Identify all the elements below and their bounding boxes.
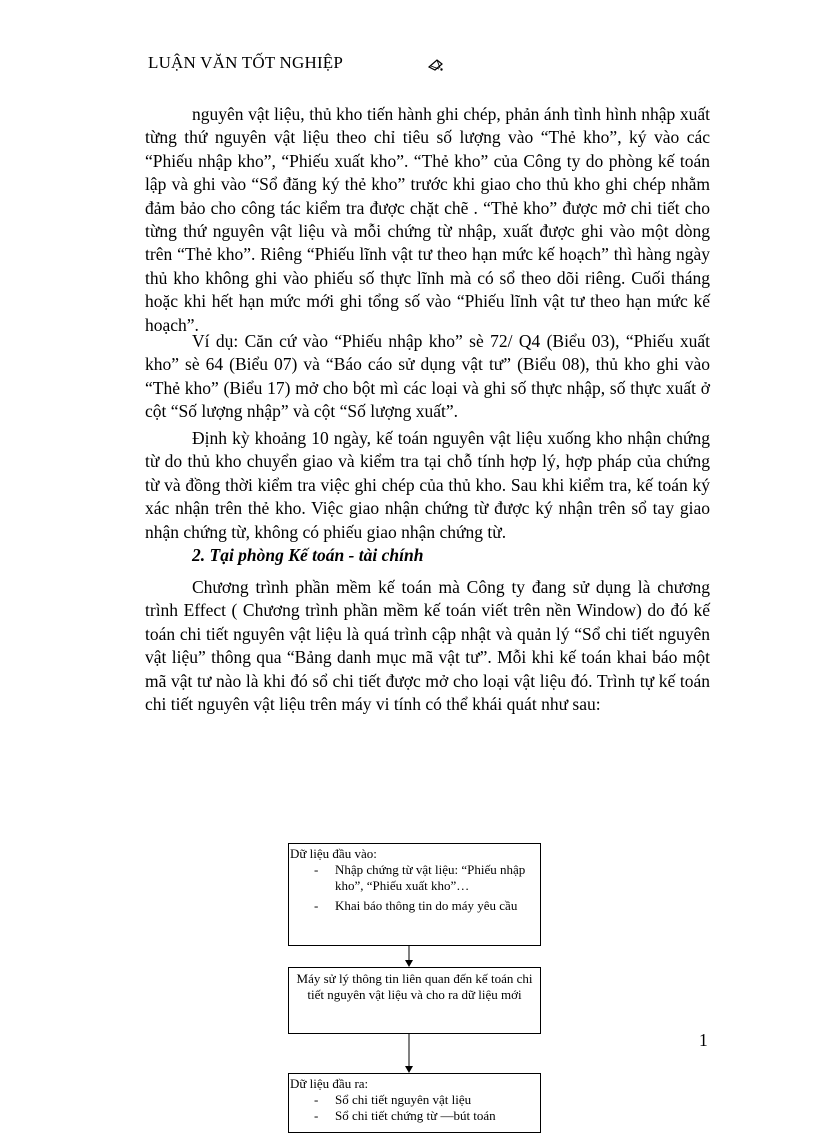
section-heading: 2. Tại phòng Kế toán - tài chính xyxy=(192,545,424,565)
output-item-text: Sổ chi tiết nguyên vật liệu xyxy=(335,1092,472,1107)
input-item xyxy=(289,862,540,894)
paragraph-example: Ví dụ: Căn cứ vào “Phiếu nhập kho” sè 72/ Q4 (Biểu 03), “Phiếu xuất kho” sè 64 (Biểu 07) và “Báo cáo sử dụng vật tư” (Biểu 08), thủ kho ghi vào “Thẻ kho” (Biểu 17) mở cho bột mì các loại và ghi số thực nhập, số thực xuất ở cột “Số lượng nhập” và cột “Số lượng xuất”. xyxy=(145,331,710,422)
running-header-title: LUẬN VĂN TỐT NGHIỆP xyxy=(148,53,344,72)
dash-bullet: - xyxy=(314,862,319,877)
dash-bullet: - xyxy=(314,1092,319,1107)
paragraph-software-procedure: Chương trình phần mềm kế toán mà Công ty đang sử dụng là chương trình Effect ( Chương trình phần mềm kế toán viết trên nền Window) do đó kế toán chi tiết nguyên vật liệu là quá trình cập nhật và quản lý “Sổ chi tiết nguyên vật liệu” thông qua “Bảng danh mục mã vật tư”. Mỗi khi kế toán khai báo một mã vật tư nào là khi đó sổ chi tiết được mở cho loại vật liệu đó. Trình tự kế toán chi tiết nguyên vật liệu trên máy vi tính có thể khái quát như sau: xyxy=(145,577,710,715)
flowchart-processing-box xyxy=(288,967,541,1034)
output-item xyxy=(289,1092,540,1108)
input-item-text: Nhập chứng từ vật liệu: “Phiếu nhập kho”, “Phiếu xuất kho”… xyxy=(335,862,526,893)
input-item xyxy=(289,898,540,914)
page-number: 1 xyxy=(699,1030,708,1050)
flowchart-output-box xyxy=(288,1073,541,1133)
paragraph-periodic-check: Định kỳ khoảng 10 ngày, kế toán nguyên vật liệu xuống kho nhận chứng từ do thủ kho chuyển giao và kiểm tra tại chỗ tính hợp lý, hợp pháp của chứng từ và đồng thời kiểm tra việc ghi chép của thủ kho. Sau khi kiểm tra, kế toán ký xác nhận trên thẻ kho. Việc giao nhận chứng từ được ký nhận trên sổ tay giao nhận chứng từ, không có phiếu giao nhận chứng từ. xyxy=(145,428,710,542)
flow-arrow-down xyxy=(402,946,416,967)
output-item-text: Sổ chi tiết chứng từ —bút toán xyxy=(335,1108,496,1123)
flowchart-input-box xyxy=(288,843,541,946)
pen-nib-icon xyxy=(428,58,444,72)
dash-bullet: - xyxy=(314,898,319,913)
processing-box-text: Máy sử lý thông tin liên quan đến kế toán chi tiết nguyên vật liệu và cho ra dữ liệu mới xyxy=(296,971,533,1002)
input-item-text: Khai báo thông tin do máy yêu cầu xyxy=(335,898,518,913)
output-box-title: Dữ liệu đầu ra: xyxy=(290,1076,369,1091)
output-item xyxy=(289,1108,540,1124)
flow-arrow-down xyxy=(402,1034,416,1073)
paragraph-warehouse-recording: nguyên vật liệu, thủ kho tiến hành ghi chép, phản ánh tình hình nhập xuất từng thứ nguyên vật liệu theo chỉ tiêu số lượng vào “Thẻ kho”, ký vào các “Phiếu nhập kho”, “Phiếu xuất kho”. “Thẻ kho” của Công ty do phòng kế toán lập và ghi vào “Sổ đăng ký thẻ kho” trước khi giao cho thủ kho ghi chép nhằm đảm bảo cho công tác kiểm tra được chặt chẽ . “Thẻ kho” được mở chi tiết cho từng thứ nguyên vật liệu và mỗi chứng từ nhập, xuất được ghi vào một dòng trên “Thẻ kho”. Riêng “Phiếu lĩnh vật tư theo hạn mức kế hoạch” thì hàng ngày thủ kho không ghi vào phiếu số thực lĩnh mà có sổ theo dõi riêng. Cuối tháng hoặc khi hết hạn mức mới ghi tổng số vào “Phiếu lĩnh vật tư theo hạn mức kế hoạch”. xyxy=(145,104,710,335)
dash-bullet: - xyxy=(314,1108,319,1123)
input-box-title: Dữ liệu đầu vào: xyxy=(290,846,377,861)
